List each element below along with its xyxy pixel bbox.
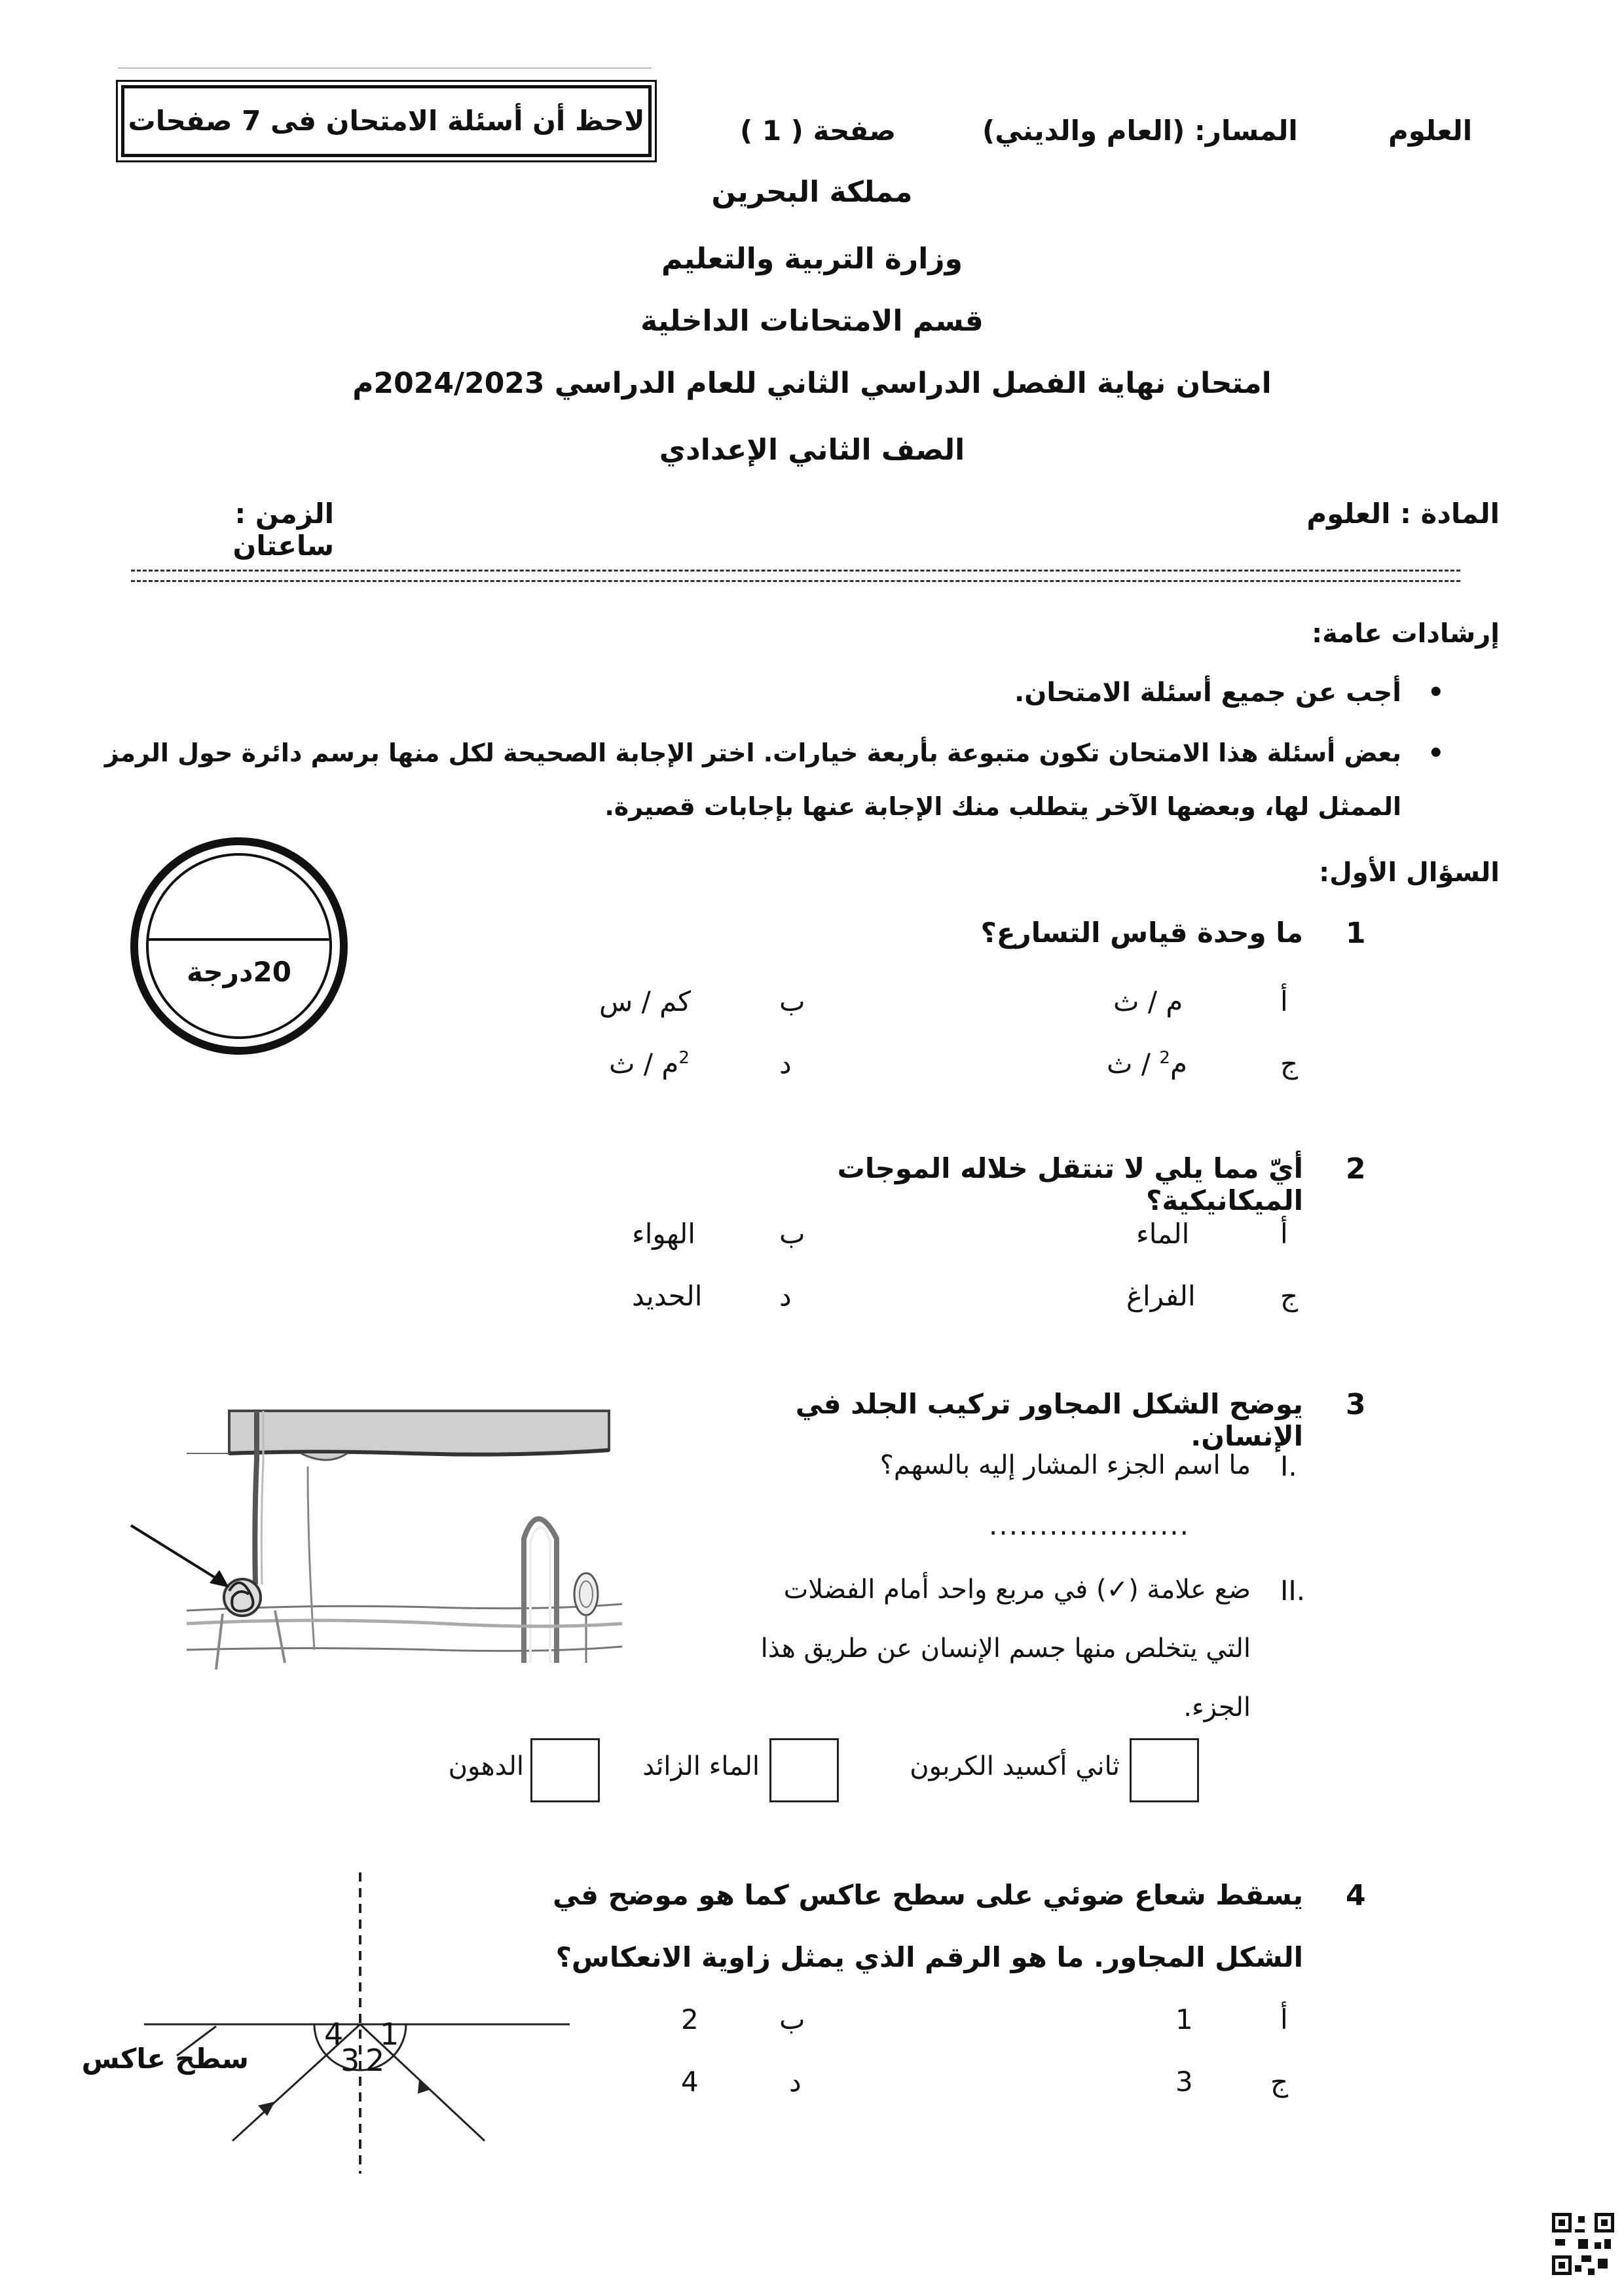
- q4-number: 4: [1346, 1879, 1366, 1912]
- q2-number: 2: [1346, 1152, 1366, 1186]
- q4-option-d-letter: د: [789, 2066, 802, 2098]
- header-page-number: صفحة ( 1 ): [740, 115, 896, 147]
- q2-option-d-letter: د: [779, 1280, 792, 1312]
- meta-time: الزمن : ساعتان: [232, 498, 334, 562]
- q2-option-c[interactable]: الفراغ: [1126, 1280, 1196, 1312]
- angle-label-3: 3: [341, 2043, 360, 2078]
- qr-code-graphic: [1552, 2213, 1614, 2275]
- q1-option-b-letter: ب: [779, 985, 805, 1017]
- q1-option-c[interactable]: [1107, 1048, 1187, 1080]
- grade-circle: [128, 835, 350, 1057]
- note-box-text: لاحظ أن أسئلة الامتحان فى 7 صفحات: [128, 105, 645, 137]
- q3-part-ii-line-2: التي يتخلص منها جسم الإنسان عن طريق هذا: [760, 1633, 1251, 1664]
- section-heading: السؤال الأول:: [1319, 858, 1500, 888]
- q4-option-b[interactable]: 2: [681, 2003, 699, 2035]
- separator-line-2: [131, 580, 1460, 582]
- q1-option-c-letter: ج: [1280, 1048, 1299, 1080]
- separator-line-1: [131, 570, 1460, 572]
- q3-text: يوضح الشكل المجاور تركيب الجلد في الإنسان.: [795, 1388, 1303, 1452]
- q4-option-a-letter: أ: [1280, 2003, 1288, 2035]
- choice-excess-water: الماء الزائد: [642, 1751, 760, 1781]
- q1-number: 1: [1346, 917, 1366, 950]
- bullet-icon: •: [1428, 678, 1445, 708]
- q4-option-a[interactable]: 1: [1175, 2003, 1193, 2035]
- q4-option-c[interactable]: 3: [1175, 2066, 1193, 2098]
- q2-option-d[interactable]: الحديد: [632, 1280, 703, 1312]
- q1-option-d-sup: 2: [678, 1048, 690, 1068]
- q1-text: ما وحدة قياس التسارع؟: [980, 917, 1303, 949]
- skin-structure-diagram: [118, 1388, 642, 1728]
- instructions-heading: إرشادات عامة:: [1312, 619, 1500, 649]
- title-exam: امتحان نهاية الفصل الدراسي الثاني للعام الدراسي 2024/2023م: [352, 367, 1272, 400]
- q1-option-a-letter: أ: [1280, 985, 1288, 1017]
- angle-label-2: 2: [365, 2043, 385, 2078]
- title-kingdom: مملكة البحرين: [711, 175, 913, 209]
- q2-option-b-letter: ب: [779, 1218, 805, 1250]
- checkbox-fats[interactable]: [530, 1738, 600, 1802]
- q1-option-d[interactable]: [609, 1048, 690, 1080]
- q4-option-b-letter: ب: [779, 2003, 805, 2035]
- q2-text: أيّ مما يلي لا تنتقل خلاله الموجات الميكانيكية؟: [837, 1152, 1303, 1216]
- meta-subject: المادة : العلوم: [1306, 498, 1500, 530]
- q3-number: 3: [1346, 1388, 1366, 1421]
- q1-option-d-base: م / ث: [609, 1048, 679, 1080]
- q1-option-d-letter: د: [779, 1048, 792, 1080]
- grade-circle-label: 20درجة: [187, 956, 291, 988]
- q1-option-a[interactable]: م / ث: [1113, 985, 1183, 1017]
- header-track: المسار: (العام والديني): [982, 115, 1298, 147]
- q3-part-i-answer-blank[interactable]: ....................: [989, 1509, 1190, 1541]
- q4-line-2: الشكل المجاور. ما هو الرقم الذي يمثل زاوية الانعكاس؟: [555, 1941, 1303, 1973]
- instruction-item-1: أجب عن جميع أسئلة الامتحان.: [1014, 678, 1401, 708]
- q2-option-a[interactable]: الماء: [1136, 1218, 1190, 1250]
- choice-carbon-dioxide: ثاني أكسيد الكربون: [910, 1751, 1120, 1781]
- q3-part-ii-line-1: ضع علامة (✓) في مربع واحد أمام الفضلات: [783, 1575, 1251, 1605]
- title-ministry: وزارة التربية والتعليم: [661, 242, 963, 276]
- reflective-surface-label: سطح عاكس: [81, 2043, 249, 2075]
- q3-part-i-label: I.: [1280, 1450, 1297, 1482]
- checkbox-excess-water[interactable]: [769, 1738, 839, 1802]
- angle-label-4: 4: [324, 2016, 344, 2052]
- note-box: [121, 85, 652, 157]
- header-subject: العلوم: [1388, 115, 1473, 147]
- bullet-icon: •: [1428, 738, 1445, 769]
- angle-label-1: 1: [380, 2016, 399, 2052]
- qr-code: [1552, 2213, 1614, 2275]
- q4-option-d[interactable]: 4: [681, 2066, 699, 2098]
- q3-part-i-text: ما اسم الجزء المشار إليه بالسهم؟: [879, 1450, 1251, 1480]
- q4-line-1: يسقط شعاع ضوئي على سطح عاكس كما هو موضح في: [552, 1879, 1303, 1911]
- q1-option-b[interactable]: كم / س: [599, 985, 692, 1017]
- reflection-diagram: [79, 1866, 589, 2180]
- q2-option-c-letter: ج: [1280, 1280, 1299, 1312]
- title-grade: الصف الثاني الإعدادي: [659, 433, 965, 467]
- title-department: قسم الامتحانات الداخلية: [640, 304, 984, 338]
- skin-diagram-graphic: [118, 1388, 642, 1728]
- q3-part-ii-label: II.: [1280, 1575, 1306, 1607]
- q3-part-ii-line-3: الجزء.: [1183, 1692, 1251, 1722]
- choice-fats: الدهون: [448, 1751, 524, 1781]
- q2-option-a-letter: أ: [1280, 1218, 1288, 1250]
- instruction-item-2-line-1: بعض أسئلة هذا الامتحان تكون متبوعة بأربعة خيارات. اختر الإجابة الصحيحة لكل منها برسم دائرة حول الرمز: [104, 738, 1401, 767]
- q1-option-c-sup: 2: [1159, 1048, 1170, 1068]
- q2-option-b[interactable]: الهواء: [632, 1218, 695, 1250]
- header-top-rule: [118, 67, 652, 69]
- q1-option-c-rest: / ث: [1107, 1048, 1160, 1080]
- instruction-item-2-line-2: الممثل لها، وبعضها الآخر يتطلب منك الإجابة عنها بإجابات قصيرة.: [604, 792, 1401, 821]
- checkbox-carbon-dioxide[interactable]: [1130, 1738, 1199, 1802]
- grade-circle-graphic: [128, 835, 350, 1057]
- q1-option-c-base: م: [1170, 1048, 1187, 1080]
- q4-option-c-letter: ج: [1270, 2066, 1289, 2098]
